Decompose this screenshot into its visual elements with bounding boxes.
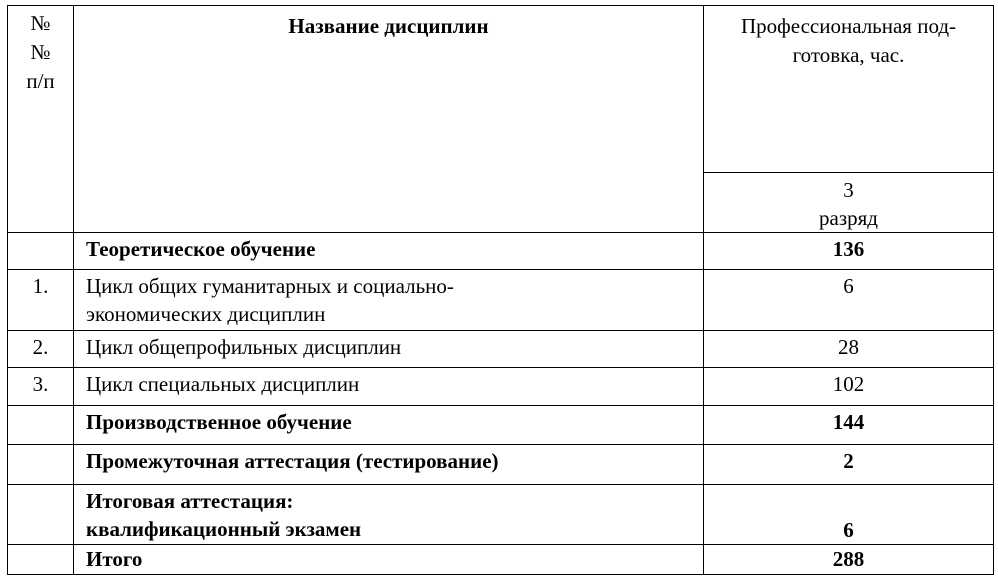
row-name-line: Итоговая аттестация: <box>86 489 294 513</box>
header-num-line: № <box>30 11 51 35</box>
row-name <box>74 233 704 270</box>
row-value: 288 <box>704 545 994 575</box>
row-name <box>74 368 704 406</box>
row-name-line: квалификационный экзамен <box>86 517 362 541</box>
row-value: 144 <box>704 406 994 445</box>
row-num <box>8 485 74 545</box>
row-num <box>8 406 74 445</box>
row-num <box>8 445 74 485</box>
table-row <box>8 270 994 331</box>
row-name <box>74 445 704 485</box>
row-name-line: экономических дисциплин <box>86 302 326 326</box>
row-name-line: Итого <box>86 547 143 571</box>
header-rank-line: разряд <box>819 206 878 230</box>
row-name <box>74 485 704 545</box>
header-name: Название дисциплин <box>288 14 489 38</box>
row-name-line: Теоретическое обучение <box>86 237 316 261</box>
row-name-line: Цикл общепрофильных дисциплин <box>86 335 402 359</box>
row-num: 3. <box>8 368 74 406</box>
table-row <box>8 445 994 485</box>
row-value: 6 <box>704 485 994 545</box>
row-name <box>74 545 704 575</box>
row-name-line: Цикл специальных дисциплин <box>86 372 360 396</box>
header-prof-cell <box>704 6 994 173</box>
header-prof-line: Профессиональная под- <box>740 14 957 38</box>
table-row <box>8 406 994 445</box>
header-row <box>8 6 994 173</box>
table-row <box>8 545 994 575</box>
row-name-line: Промежуточная аттестация (тестирование) <box>86 449 499 473</box>
table-row <box>8 485 994 545</box>
row-value: 2 <box>704 445 994 485</box>
header-rank-line: 3 <box>843 178 854 202</box>
row-num <box>8 233 74 270</box>
row-name <box>74 331 704 368</box>
header-prof-line: готовка, час. <box>792 43 905 67</box>
row-name-line: Производственное обучение <box>86 410 352 434</box>
row-value: 28 <box>704 331 994 368</box>
table-row <box>8 368 994 406</box>
row-num: 2. <box>8 331 74 368</box>
row-name <box>74 406 704 445</box>
table-row <box>8 233 994 270</box>
table-row <box>8 331 994 368</box>
row-num: 1. <box>8 270 74 331</box>
row-name-line: Цикл общих гуманитарных и социально- <box>86 274 454 298</box>
header-num-line: № <box>30 40 51 64</box>
row-value: 102 <box>704 368 994 406</box>
header-rank-cell <box>704 173 994 233</box>
header-num-line: п/п <box>26 69 55 93</box>
row-value: 6 <box>704 270 994 331</box>
row-name <box>74 270 704 331</box>
row-num <box>8 545 74 575</box>
header-num-cell <box>8 6 74 233</box>
row-value: 136 <box>704 233 994 270</box>
header-name-cell <box>74 6 704 233</box>
curriculum-table <box>7 5 994 575</box>
